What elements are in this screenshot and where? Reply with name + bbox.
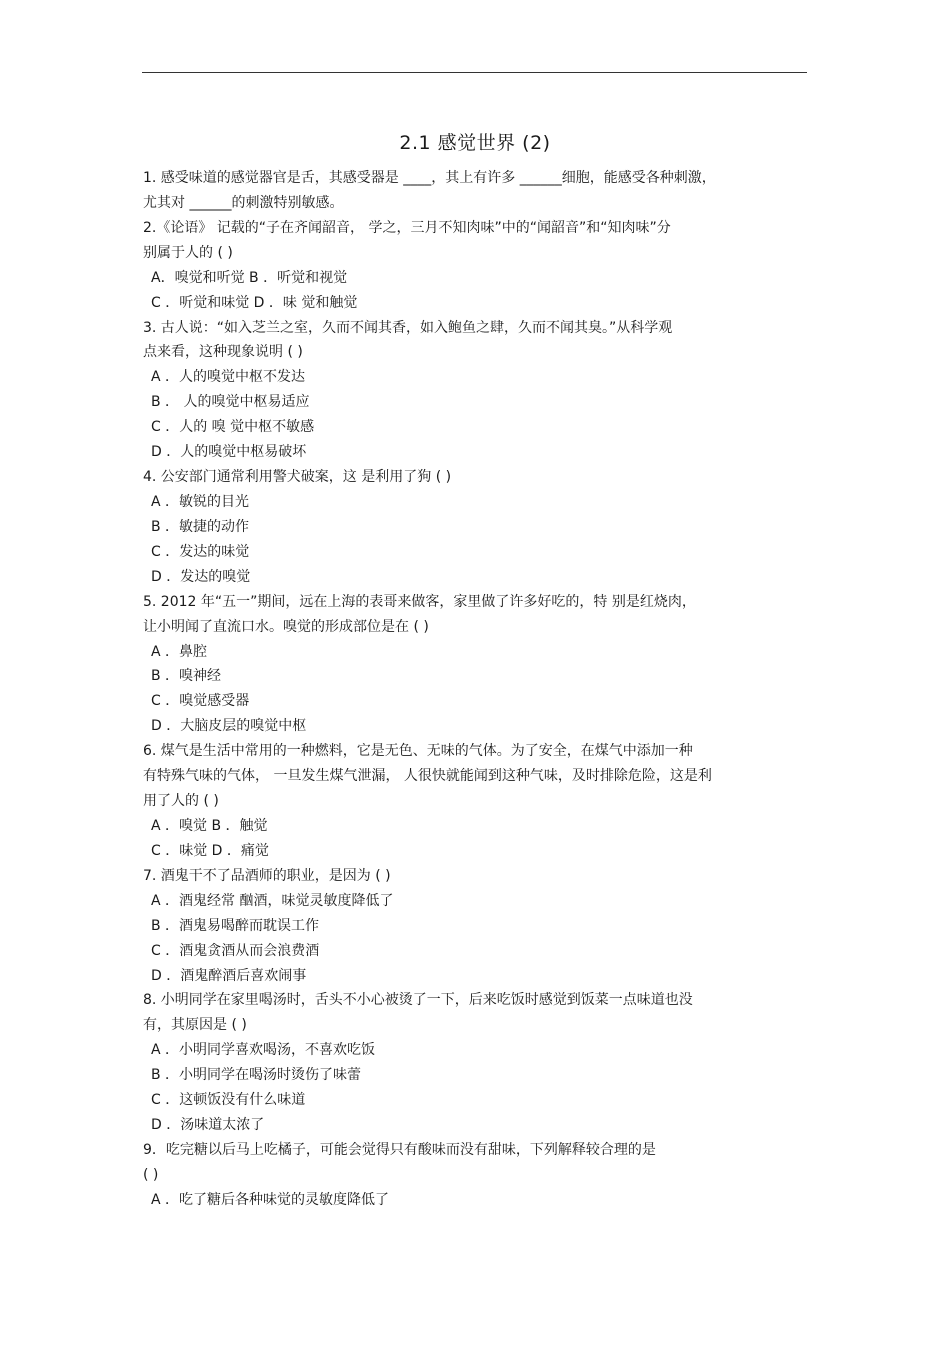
header-rule xyxy=(142,72,807,73)
answer-option-line: C ．这顿饭没有什么味道 xyxy=(151,1092,306,1109)
answer-option-line: B ．敏捷的动作 xyxy=(151,518,250,535)
answer-option-line: C ．听觉和味觉 D ．味 觉和触觉 xyxy=(151,294,358,311)
answer-option-line: D ．大脑皮层的嗅觉中枢 xyxy=(151,718,307,735)
question-text-line: 有，其原因是 ( ) xyxy=(143,1017,247,1034)
answer-option-line: C ．人的 嗅 觉中枢不敏感 xyxy=(151,419,315,436)
answer-option-line: B ．嗅神经 xyxy=(151,668,222,685)
question-text-line: 9．吃完糖以后马上吃橘子，可能会觉得只有酸味而没有甜味，下列解释较合理的是 xyxy=(143,1141,656,1158)
answer-option-line: B ．酒鬼易喝醉而耽误工作 xyxy=(151,917,320,934)
question-text-line: 6. 煤气是生活中常用的一种燃料，它是无色、无味的气体。为了安全，在煤气中添加一种 xyxy=(143,743,693,760)
question-text-line: 点来看，这种现象说明 ( ) xyxy=(143,344,303,361)
answer-option-line: D ．汤味道太浓了 xyxy=(151,1117,265,1134)
question-text-line: 7. 酒鬼干不了品酒师的职业，是因为 ( ) xyxy=(143,867,391,884)
answer-option-line: D ．人的嗅觉中枢易破坏 xyxy=(151,444,307,461)
question-text-line: 1. 感受味道的感觉器官是舌，其感受器是 ____，其上有许多 ______细胞，能感受各种刺激， xyxy=(143,170,716,186)
answer-option-line: C ．酒鬼贪酒从而会浪费酒 xyxy=(151,942,320,959)
question-text-line: 让小明闻了直流口水。嗅觉的形成部位是在 ( ) xyxy=(143,618,429,635)
question-text-line: 3. 古人说：“如入芝兰之室，久而不闻其香，如入鲍鱼之肆，久而不闻其臭。”从科学观 xyxy=(143,319,673,336)
answer-option-line: A ．敏锐的目光 xyxy=(151,493,250,510)
answer-option-line: C ．味觉 D ．痛觉 xyxy=(151,842,269,859)
question-text-line: ( ) xyxy=(143,1166,159,1183)
answer-option-line: A ．酒鬼经常 酗酒，味觉灵敏度降低了 xyxy=(151,892,394,909)
answer-option-line: A ．小明同学喜欢喝汤，不喜欢吃饭 xyxy=(151,1042,376,1059)
question-text-line: 8. 小明同学在家里喝汤时，舌头不小心被烫了一下，后来吃饭时感觉到饭菜一点味道也没 xyxy=(143,992,693,1009)
answer-option-line: A ．鼻腔 xyxy=(151,643,208,660)
answer-option-line: B ． 人的嗅觉中枢易适应 xyxy=(151,394,310,411)
document-title: 2.1 感觉世界 (2) xyxy=(399,132,551,154)
answer-option-line: B ．小明同学在喝汤时烫伤了味蕾 xyxy=(151,1067,362,1084)
answer-option-line: A ．人的嗅觉中枢不发达 xyxy=(151,369,306,386)
question-list xyxy=(143,166,808,1213)
question-text-line: 尤其对 ______的刺激特别敏感。 xyxy=(143,194,344,211)
answer-option-line: A ．嗅觉 B ．触觉 xyxy=(151,817,268,834)
answer-option-line: C ．发达的味觉 xyxy=(151,543,250,560)
answer-option-line: C ．嗅觉感受器 xyxy=(151,693,250,710)
answer-option-line: D ．发达的嗅觉 xyxy=(151,568,251,585)
question-text-line: 5. 2012 年“五一”期间，远在上海的表哥来做客，家里做了许多好吃的，特 别是红烧肉， xyxy=(143,593,696,610)
answer-option-line: A．嗅觉和听觉 B ．听觉和视觉 xyxy=(151,269,348,286)
answer-option-line: A ．吃了糖后各种味觉的灵敏度降低了 xyxy=(151,1191,390,1208)
question-text-line: 2.《论语》 记载的“子在齐闻韶音， 学之，三月不知肉味”中的“闻韶音”和“知肉味”分 xyxy=(143,219,671,236)
question-text-line: 别属于人的 ( ) xyxy=(143,244,233,261)
question-text-line: 有特殊气味的气体， 一旦发生煤气泄漏， 人很快就能闻到这种气味，及时排除危险，这是利 xyxy=(143,768,712,785)
question-text-line: 4. 公安部门通常利用警犬破案，这 是利用了狗 ( ) xyxy=(143,469,452,486)
question-text-line: 用了人的 ( ) xyxy=(143,793,219,810)
answer-option-line: D ．酒鬼醉酒后喜欢闹事 xyxy=(151,967,307,984)
